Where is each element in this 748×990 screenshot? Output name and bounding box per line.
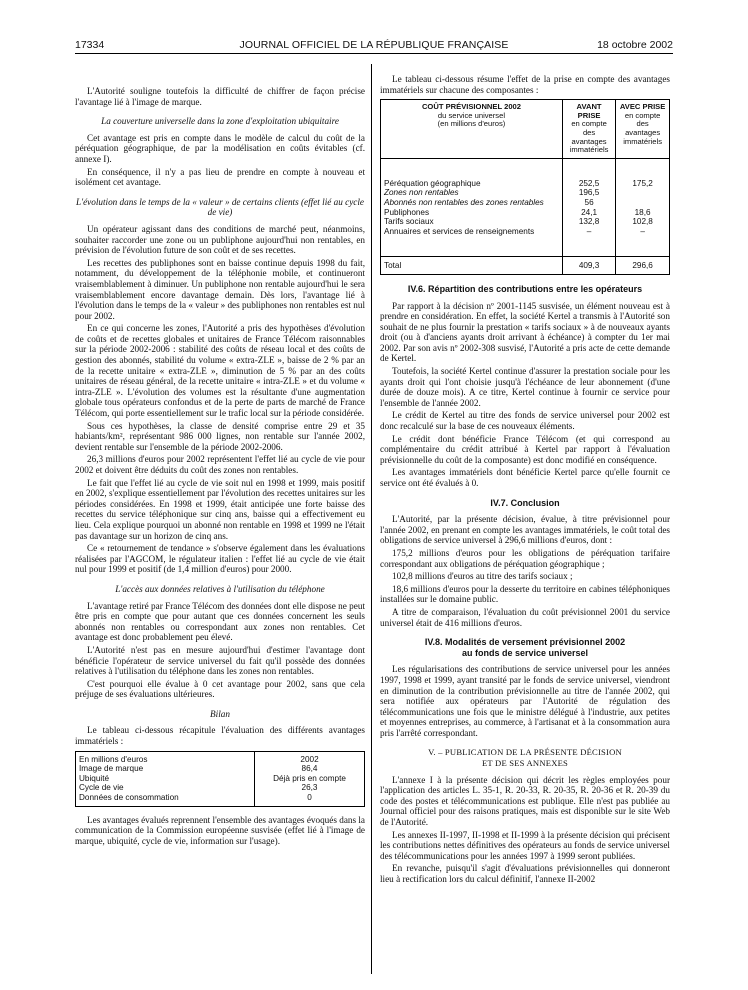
- paragraph: Le crédit de Kertel au titre des fonds de service universel pour 2002 est donc recalculé sur la base de ces nouveaux éléments.: [380, 410, 670, 432]
- table-cell: Cycle de vie: [76, 783, 255, 793]
- paragraph: Toutefois, la société Kertel continue d'assurer la prestation sociale pour les ayants droit qui l'ont choisie jusqu'à l'échéance de leur abonnement (d'une durée de douze mois). A ce titre, Kertel continue à fournir ce service pour l'ensemble de l'année 2002.: [380, 366, 670, 408]
- paragraph: Le tableau ci-dessous résume l'effet de la prise en compte des avantages immatériels sur chacune des composantes :: [380, 74, 670, 95]
- table-row: [381, 208, 669, 218]
- table-row: [381, 198, 669, 208]
- paragraph: Les annexes II-1997, II-1998 et II-1999 à la présente décision qui précisent les contributions nettes définitives des opérateurs au fonds de service universel des télécommunications pour les années 1997 à 1999 seront publiées.: [380, 829, 670, 861]
- paragraph: A titre de comparaison, l'évaluation du coût prévisionnel 2001 du service universel était de 416 millions d'euros.: [380, 606, 670, 628]
- header-rule: [75, 53, 673, 54]
- table-row: [381, 188, 669, 198]
- paragraph: L'annexe I à la présente décision qui décrit les règles employées pour l'application des articles L. 35-1, R. 20-33, R. 20-35, R. 20-36 et R. 20-39 du code des postes et télécommunications est publique. Elle n'est pas publiée au Journal officiel pour des raisons pratiques, mais est disponible sur le site Web de l'Autorité.: [380, 774, 670, 828]
- table-cell: Données de consommation: [76, 793, 255, 806]
- table-cell: Péréquation géographique: [381, 179, 562, 189]
- paragraph: Un opérateur agissant dans des conditions de marché peut, néanmoins, souhaiter raccorder une zone ou un publiphone aujourd'hui non rentables, en prévision de l'évolution future de son coût et de ses recettes.: [75, 223, 365, 256]
- table-cell: Publiphones: [381, 208, 562, 218]
- section-heading: L'accès aux données relatives à l'utilisation du téléphone: [115, 583, 325, 594]
- paragraph: Cet avantage est pris en compte dans le modèle de calcul du coût de la péréquation géographique, de par la modélisation en coûts évitables (cf. annexe I).: [75, 132, 365, 164]
- paragraph: Les avantages évalués reprennent l'ensemble des avantages évoqués dans la communication de la Commission européenne susvisée (effet lié à l'image de marque, ubiquité, cycle de vie, information sur l'usage).: [75, 814, 365, 846]
- section-heading: IV.6. Répartition des contributions entre les opérateurs: [407, 283, 643, 294]
- table-row: [76, 783, 364, 793]
- paragraph: C'est pourquoi elle évalue à 0 cet avantage pour 2002, sans que cela préjuge de ses évaluations ultérieures.: [75, 678, 365, 700]
- left-column: [75, 86, 365, 848]
- table-cell: –: [640, 226, 645, 236]
- paragraph: L'Autorité, par la présente décision, évalue, à titre prévisionnel pour l'année 2002, en prenant en compte les avantages immatériels, le coût total des obligations de service universel à 296,6 millions d'euros, dont :: [380, 514, 670, 546]
- table-cell: [616, 188, 669, 198]
- paragraph: Le crédit dont bénéficie France Télécom (et qui correspond au complémentaire du crédit attribué à Kertel par rapport à l'évaluation prévisionnelle du coût de la composante) est donc modifié en conséquence.: [380, 433, 670, 465]
- cost-table: [380, 99, 670, 275]
- table-cell: 86,4: [301, 764, 318, 774]
- table-cell: Image de marque: [76, 764, 255, 774]
- table-cell: 26,3: [301, 783, 318, 793]
- paragraph: Les avantages immatériels dont bénéficie Kertel parce qu'elle fournit ce service ont été évalués à 0.: [380, 467, 670, 488]
- section-heading: Bilan: [210, 708, 230, 719]
- table-cell: 56: [562, 198, 615, 208]
- table-cell: 132,8: [562, 217, 615, 227]
- paragraph: Les recettes des publiphones sont en baisse continue depuis 1998 du fait, notamment, du développement de la téléphonie mobile, et continueront vraisemblablement à diminuer. Un publiphone non rentable aujourd'hui le sera vraisemblablement encore davantage demain. Dès lors, l'avantage lié à l'évolution dans le temps de la « valeur » des publiphones non rentables est nul pour 2002.: [75, 257, 365, 321]
- paragraph: Les régularisations des contributions de service universel pour les années 1997, 1998 et 1999, ayant transité par le fonds de service universel, viendront en diminution de la contribution prévisionnelle au titre de l'année 2002, qui sera notifiée aux opérateurs par l'Autorité de régulation des télécommunications une fois que le ministre délégué à l'industrie, aux petites et moyennes entreprises, au commerce, à l'artisanat et à la consommation aura pris l'arrêté correspondant.: [380, 664, 670, 738]
- paragraph: Ce « retournement de tendance » s'observe également dans les évaluations réalisées par l'AGCOM, le régulateur italien : l'effet lié au cycle de vie était nul pour 1999 et positif (de 1,4 million d'euros) pour 2000.: [75, 543, 365, 575]
- table-cell: 196,5: [562, 188, 615, 198]
- table-cell: Ubiquité: [76, 774, 255, 784]
- paragraph: L'Autorité n'est pas en mesure aujourd'hui d'estimer l'avantage dont bénéficie l'opérateur de service universel du fait qu'il possède des données relatives à l'utilisation du téléphone dans les zones non rentables.: [75, 644, 365, 677]
- column-header-before: AVANT PRISE en compte des avantages immatériels: [562, 100, 615, 158]
- table-cell: 24,1: [562, 208, 615, 218]
- paragraph: 18,6 millions d'euros pour la desserte du territoire en cabines téléphoniques installées sur le domaine public.: [380, 583, 670, 605]
- table-row: [76, 752, 364, 765]
- column-header-after: AVEC PRISE en compte des avantages immatériels: [616, 100, 669, 158]
- journal-title: JOURNAL OFFICIEL DE LA RÉPUBLIQUE FRANÇAISE: [239, 39, 509, 51]
- table-cell: Total: [381, 257, 562, 274]
- section-heading: IV.8. Modalités de versement prévisionnel 2002 au fonds de service universel: [424, 637, 626, 658]
- table-cell: 252,5: [562, 179, 615, 189]
- paragraph: 175,2 millions d'euros pour les obligations de péréquation tarifaire correspondant aux obligations de péréquation géographique ;: [380, 547, 670, 569]
- table-cell: En millions d'euros: [76, 752, 255, 765]
- table-cell: Déjà pris en compte: [273, 773, 346, 783]
- table-cell: [616, 198, 669, 208]
- publication-date: 18 octobre 2002: [597, 39, 673, 51]
- paragraph: Le fait que l'effet lié au cycle de vie soit nul en 1998 et 1999, mais positif en 2002, s'explique essentiellement par l'évolution des recettes unitaires sur les périodes considérées. En 1998 et 1999, était anticipée une forte baisse des recettes du service téléphonique sur cinq ans, baisse qui a effectivement eu lieu. Cela explique pourquoi un abonné non rentable en 1998 et 1999 ne l'était pas davantage sur un horizon de cinq ans.: [75, 477, 365, 541]
- paragraph: Le tableau ci-dessous récapitule l'évaluation des différents avantages immatériels :: [75, 725, 365, 747]
- table-cell: Annuaires et services de renseignements: [381, 227, 562, 237]
- page-header: [75, 39, 673, 53]
- section-heading: La couverture universelle dans la zone d'exploitation ubiquitaire: [101, 116, 339, 127]
- table-cell: 102,8: [632, 217, 653, 227]
- table-cell: 0: [307, 793, 312, 803]
- page-number: 17334: [75, 39, 105, 51]
- section-heading: L'évolution dans le temps de la « valeur » de certains clients (effet lié au cycle de vie): [76, 196, 364, 218]
- paragraph: En ce qui concerne les zones, l'Autorité a pris des hypothèses d'évolution de coûts et de recettes globales et unitaires de France Télécom raisonnables sur la période 2002-2006 : stabilité des coûts de réseau local et des coûts de gestion des abonnés, stabilité du volume « extra-ZLE », baisse de 2 % par an de la recette unitaire « extra-ZLE », diminution de 5 % par an des coûts unitaires de réseau général, de la recette unitaire « intra-ZLE » et du volume « intra-ZLE ». L'évolution des volumes est la résultante d'une augmentation globale tous opérateurs confondus et de la perte de parts de marché de France Télécom, qui porte essentiellement sur le trafic local sur la période considérée.: [75, 323, 365, 419]
- table-cell: –: [562, 227, 615, 237]
- paragraph: Par rapport à la décision nº 2001-1145 susvisée, un élément nouveau est à prendre en considération. En effet, la société Kertel a transmis à l'Autorité son souhait de ne plus fournir la prestation « tarifs sociaux » à de nouveaux ayants droit (ou à d'anciens ayants droit arrivant à échéance) à compter du 1er mai 2002. Par son avis nº 2002-308 susvisé, l'Autorité a pris acte de cette demande de Kertel.: [380, 300, 670, 364]
- table-cell: 2002: [300, 754, 319, 764]
- table-row: [76, 774, 364, 784]
- section-heading: IV.7. Conclusion: [490, 497, 560, 508]
- table-row: [76, 764, 364, 774]
- paragraph: 26,3 millions d'euros pour 2002 représentent l'effet lié au cycle de vie pour 2002 et doivent être déduits du coût des zones non rentables.: [75, 454, 365, 475]
- paragraph: L'Autorité souligne toutefois la difficulté de chiffrer de façon précise l'avantage lié à l'image de marque.: [75, 86, 365, 107]
- paragraph: 102,8 millions d'euros au titre des tarifs sociaux ;: [392, 571, 573, 582]
- paragraph: Sous ces hypothèses, la classe de densité comprise entre 29 et 35 habiants/km², représentant 986 000 lignes, non rentable sur l'année 2002, devient rentable sur l'ensemble de la période 2002-2006.: [75, 420, 365, 452]
- column-divider: [371, 64, 372, 974]
- column-header-cost: COÛT PRÉVISIONNEL 2002 du service universel (en millions d'euros): [381, 100, 562, 158]
- bilan-table: [75, 751, 365, 807]
- section-heading: V. – PUBLICATION DE LA PRÉSENTE DÉCISION ET DE SES ANNEXES: [428, 747, 622, 769]
- paragraph: En revanche, puisqu'il s'agit d'évaluations prévisionnelles qui donneront lieu à rectification lors du calcul définitif, l'annexe II-2002: [380, 863, 670, 884]
- table-row: [76, 793, 364, 806]
- table-row: [381, 227, 669, 237]
- table-total-row: [381, 257, 669, 274]
- table-cell: 296,6: [616, 257, 669, 274]
- table-cell: 18,6: [634, 207, 651, 217]
- paragraph: En conséquence, il n'y a pas lieu de prendre en compte à nouveau et isolément cet avantage.: [75, 166, 365, 188]
- table-header-row: [381, 100, 669, 158]
- table-row: [381, 217, 669, 227]
- table-cell: 409,3: [562, 257, 615, 274]
- table-row: [381, 179, 669, 189]
- paragraph: L'avantage retiré par France Télécom des données dont elle dispose ne peut être pris en compte que pour autant que ces données concernent les seuls abonnés non rentables ou correspondant aux zones non rentables. Cet avantage est donc probablement peu élevé.: [75, 600, 365, 643]
- table-cell: Zones non rentables: [381, 188, 562, 198]
- table-cell: Tarifs sociaux: [381, 217, 562, 227]
- table-cell: Abonnés non rentables des zones rentables: [381, 198, 562, 208]
- table-cell: 175,2: [632, 178, 653, 188]
- right-column: [380, 74, 670, 887]
